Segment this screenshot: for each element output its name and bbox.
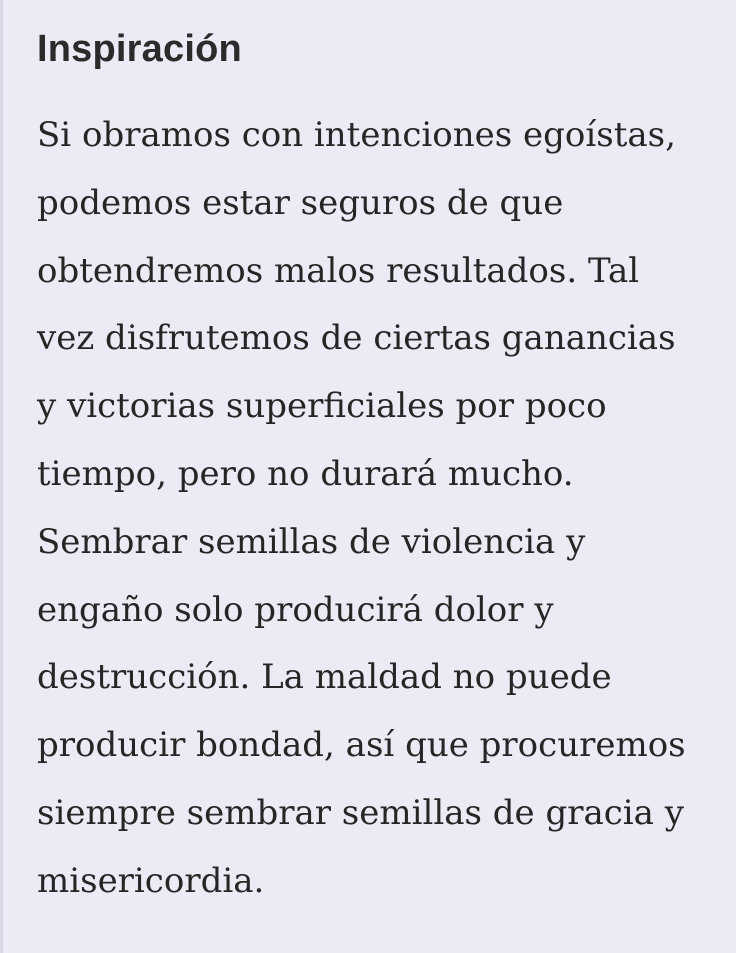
paragraph-line: Si obramos con intenciones egoístas, <box>37 115 676 155</box>
paragraph-line: y victorias superficiales por poco <box>37 386 607 427</box>
paragraph-line: producir bondad, así que procuremos <box>37 725 686 766</box>
paragraph-line: obtendremos malos resultados. Tal <box>37 250 640 291</box>
paragraph-line: Sembrar semillas de violencia y <box>37 521 586 562</box>
paragraph-line: engaño solo producirá dolor y <box>37 589 554 630</box>
inspiration-paragraph <box>37 102 736 916</box>
paragraph-line: destrucción. La maldad no puede <box>37 657 612 698</box>
paragraph-line: tiempo, pero no durará mucho. <box>37 453 574 494</box>
paragraph-line: vez disfrutemos de ciertas ganancias <box>37 318 676 359</box>
paragraph-line: podemos estar seguros de que <box>37 182 564 223</box>
paragraph-line: misericordia. <box>37 860 265 901</box>
paragraph-line: siempre sembrar semillas de gracia y <box>37 792 684 833</box>
section-heading: Inspiración <box>37 28 242 70</box>
